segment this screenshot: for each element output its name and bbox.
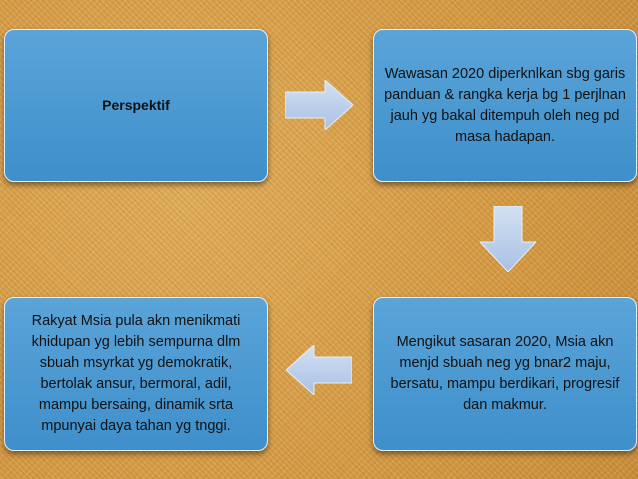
left-arrow-icon [286,345,352,395]
sasaran-box [373,297,637,451]
sasaran-text: Mengikut sasaran 2020, Msia akn menjd sbuah neg yg bnar2 maju, bersatu, mampu berdikari, progresif dan makmur. [390,334,620,413]
wawasan-text: Wawasan 2020 diperknlkan sbg garis panduan & rangka kerja bg 1 perjlnan jauh yg bakal ditempuh oleh neg pd masa hadapan. [384,65,626,145]
down-arrow-icon [480,206,536,272]
perspektif-text: Perspektif [102,97,170,113]
wawasan-box [373,29,637,182]
right-arrow-icon [285,80,353,130]
perspektif-box [4,29,268,182]
rakyat-box [4,297,268,451]
rakyat-text: Rakyat Msia pula akn menikmati khidupan yg lebih sempurna dlm sbuah msyrkat yg demokratik, bertolak ansur, bermoral, adil, mampu bersaing, dinamik srta mpunyai daya tahan yg tnggi. [31,313,241,434]
